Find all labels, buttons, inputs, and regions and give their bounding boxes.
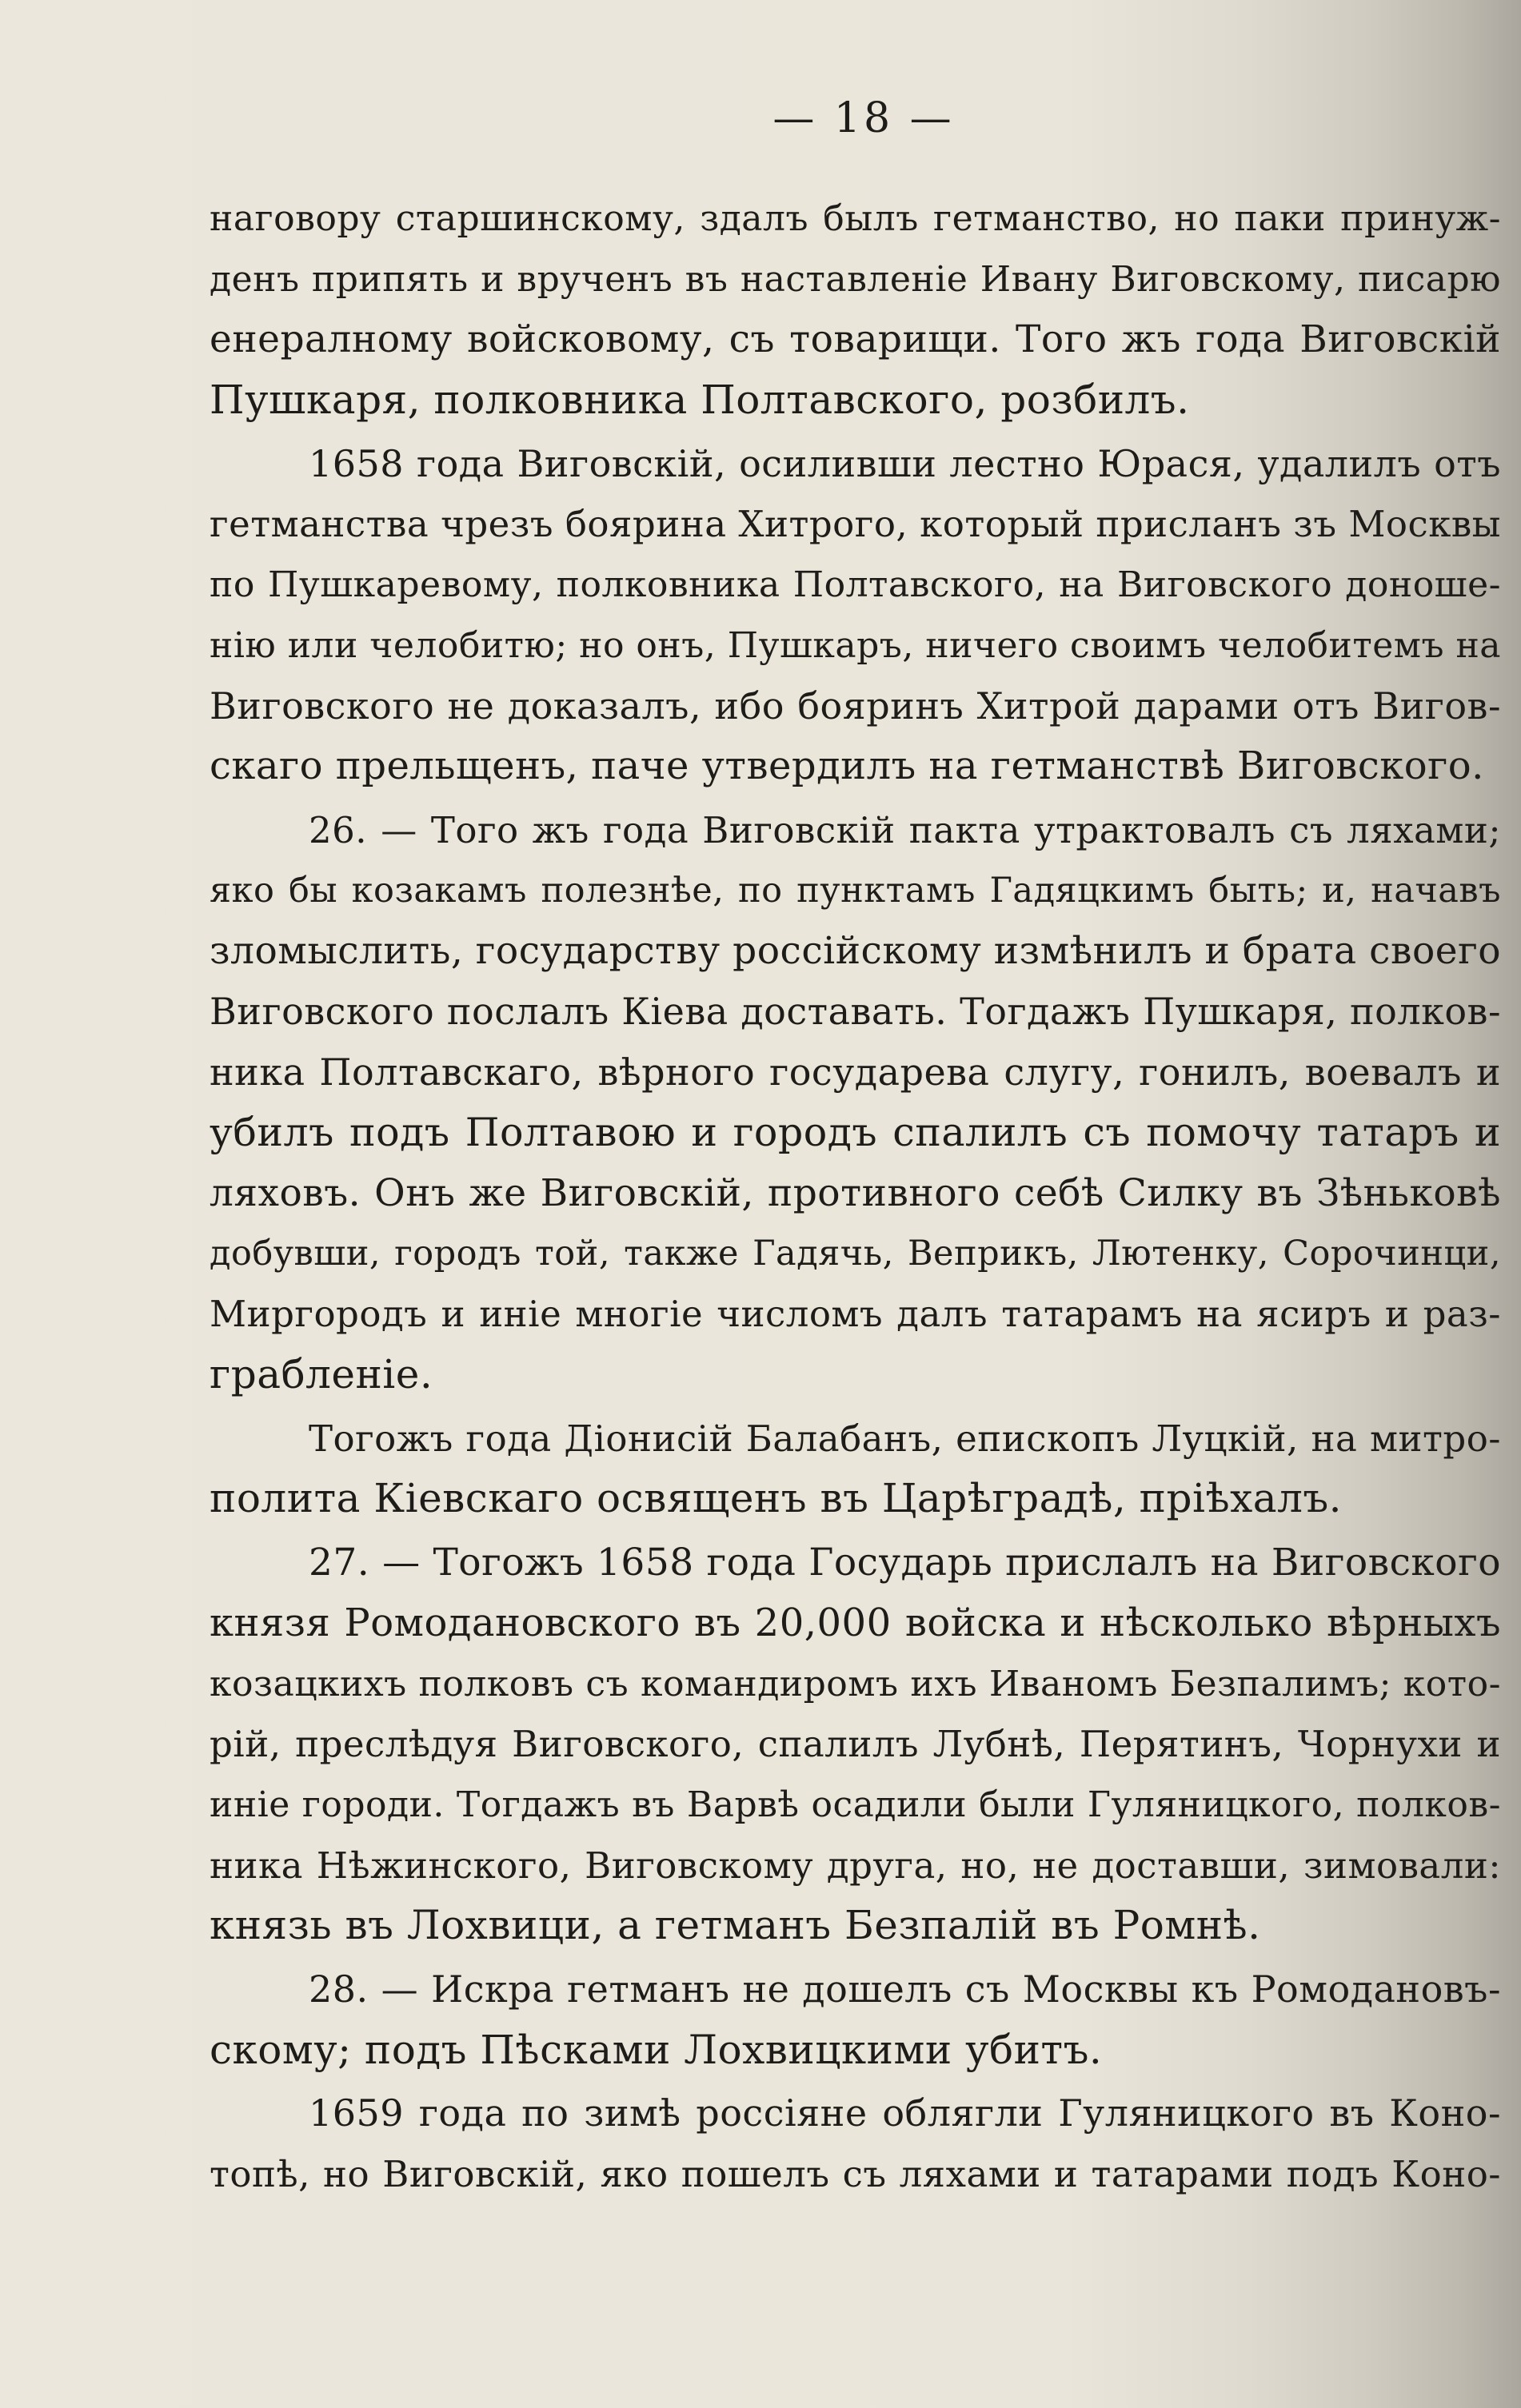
text-line: 26. — Того жъ года Виговскій пакта утрактовалъ съ ляхами; [309,808,1501,851]
text-line: добувши, городъ той, также Гадячь, Веприкъ, Лютенку, Сорочинци, [210,1233,1501,1274]
text-line: скому; подъ Пѣсками Лохвицкими убитъ. [210,2026,1103,2073]
paragraph-1 [210,189,1501,431]
text-line: Пушкаря, полковника Полтавского, розбилъ. [210,377,1190,424]
text-line: князь въ Лохвици, а гетманъ Безпалій въ Ромнѣ. [210,1902,1261,1949]
text-line: князя Ромодановского въ 20,000 войска и нѣсколько вѣрныхъ [210,1600,1501,1645]
text-line: ника Нѣжинского, Виговскому друга, но, не доставши, зимовали: [210,1844,1501,1887]
text-line: скаго прельщенъ, паче утвердилъ на гетманствѣ Виговского. [210,744,1484,789]
text-line: полита Кіевскаго освященъ въ Царѣградѣ, пріѣхалъ. [210,1475,1343,1522]
text-line: 27. — Тогожъ 1658 года Государь прислалъ на Виговского [309,1541,1501,1585]
text-line: Миргородъ и иніе многіе числомъ далъ татарамъ на ясиръ и раз- [210,1293,1501,1336]
text-line: козацкихъ полковъ съ командиромъ ихъ Иваномъ Безпалимъ; кото- [210,1663,1501,1704]
text-line: наговору старшинскому, здалъ былъ гетманство, но паки принуж- [210,198,1501,239]
paragraph-3 [210,800,1501,1405]
paragraph-2 [210,434,1501,797]
text-line: убилъ подъ Полтавою и городъ спалилъ съ помочу татаръ и [210,1110,1501,1156]
text-body [210,189,1501,2205]
text-line: денъ припять и врученъ въ наставленіе Ивану Виговскому, писарю [210,258,1501,300]
text-line: яко бы козакамъ полезнѣе, по пунктамъ Гадяцкимъ быть; и, начавъ [210,870,1501,911]
text-line: 1659 года по зимѣ россіяне облягли Гуляницкого въ Коно- [309,2091,1501,2135]
paragraph-5 [210,1533,1501,1956]
paragraph-4 [210,1409,1501,1529]
text-line: по Пушкаревому, полковника Полтавского, на Виговского доноше- [210,564,1501,606]
text-line: 28. — Искра гетманъ не дошелъ съ Москвы къ Ромодановъ- [309,1967,1501,2011]
paragraph-7 [210,2083,1501,2204]
text-line: Виговского послалъ Кіева доставать. Тогдажъ Пушкаря, полков- [210,989,1501,1033]
paragraph-6 [210,1959,1501,2080]
text-line: енералному войсковому, съ товарищи. Того жъ года Виговскій [210,317,1501,362]
text-line: рій, преслѣдуя Виговского, спалилъ Лубнѣ, Перятинъ, Чорнухи и [210,1723,1501,1766]
text-line: зломыслить, государству россійскому измѣнилъ и брата своего [210,929,1501,974]
text-line: 1658 года Виговскій, осиливши лестно Юрася, удалилъ отъ [309,441,1501,485]
text-line: ляховъ. Онъ же Виговскій, противного себѣ Силку въ Зѣньковѣ [210,1171,1501,1215]
text-line: гетманства чрезъ боярина Хитрого, который присланъ зъ Москвы [210,503,1501,546]
text-line: иніе городи. Тогдажъ въ Варвѣ осадили были Гуляницкого, полков- [210,1784,1501,1825]
text-line: Виговского не доказалъ, ибо бояринъ Хитрой дарами отъ Вигов- [210,684,1501,728]
text-line: топѣ, но Виговскій, яко пошелъ съ ляхами и татарами подъ Коно- [210,2153,1501,2195]
page-number: — 18 — [772,94,955,142]
text-line: нію или челобитю; но онъ, Пушкаръ, ничего своимъ челобитемъ на [210,624,1502,666]
text-line: грабленіе. [210,1351,433,1398]
text-line: ника Полтавскаго, вѣрного государева слугу, гонилъ, воевалъ и [210,1050,1501,1094]
text-line: Тогожъ года Діонисій Балабанъ, епископъ Луцкій, на митро- [309,1417,1501,1460]
